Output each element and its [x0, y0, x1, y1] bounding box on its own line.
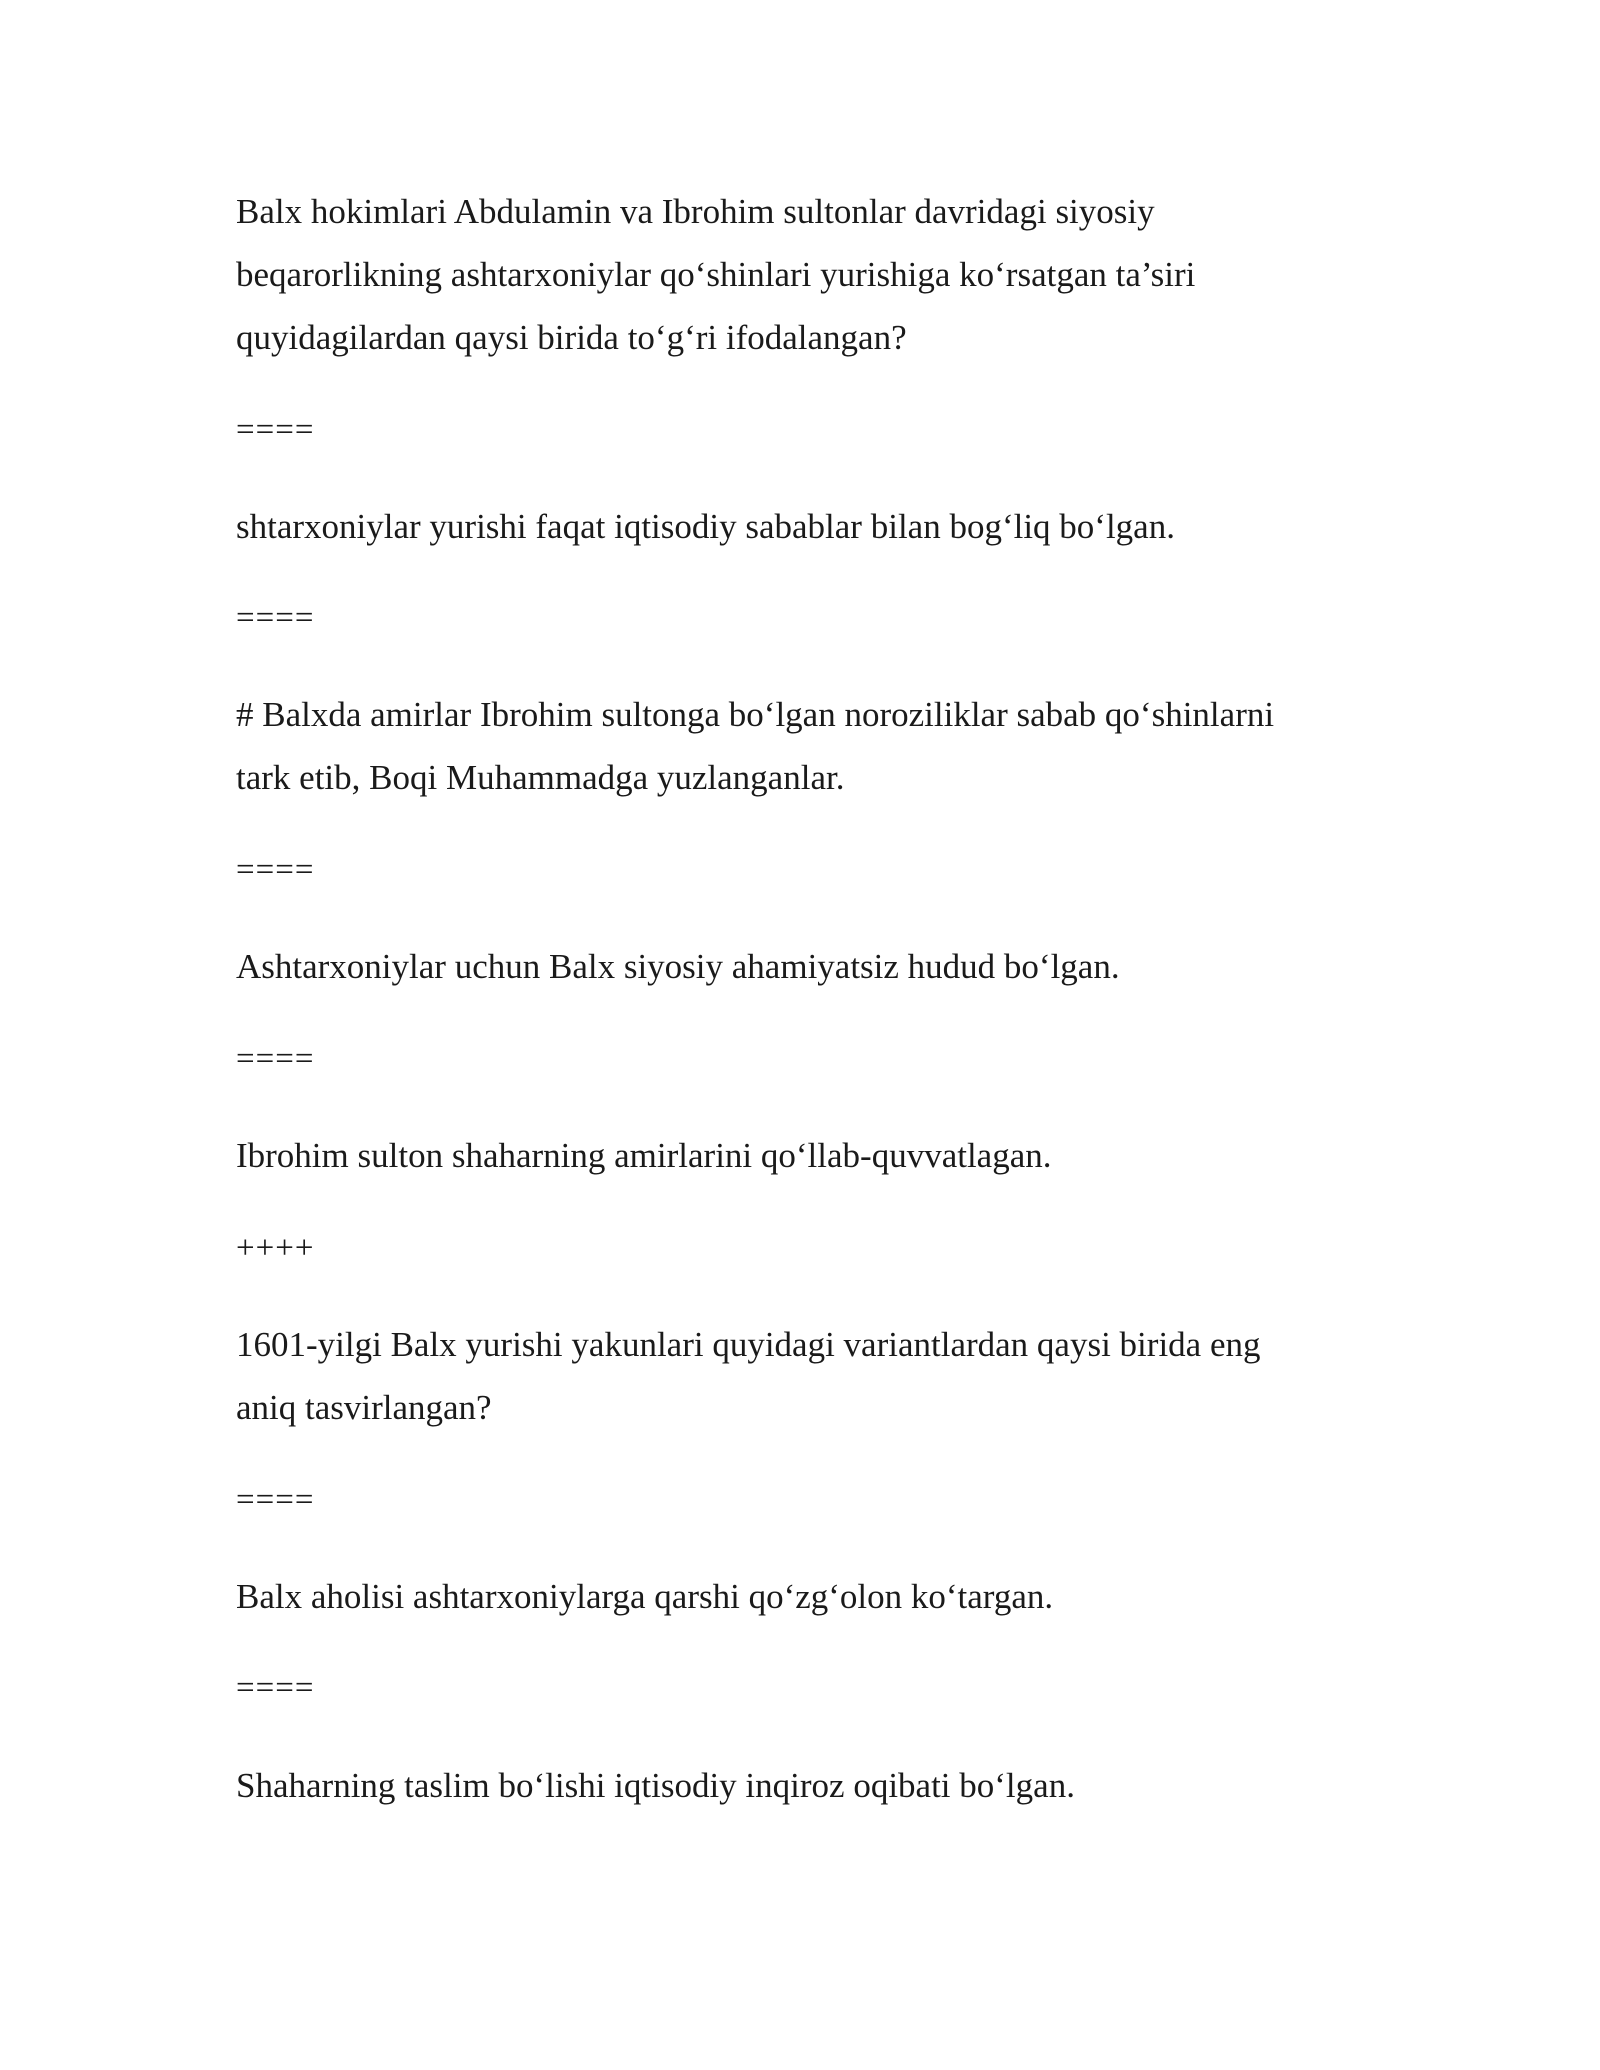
answer-option: Ashtarxoniylar uchun Balx siyosiy ahamiyatsiz hudud bo‘lgan.	[236, 947, 1120, 986]
question-separator: ++++	[236, 1230, 315, 1266]
question-1-line-3: quyidagilardan qaysi birida to‘g‘ri ifodalangan?	[236, 318, 907, 357]
separator: ====	[236, 600, 315, 636]
question-1-line-1: Balx hokimlari Abdulamin va Ibrohim sultonlar davridagi siyosiy	[236, 192, 1155, 231]
separator: ====	[236, 852, 315, 888]
separator: ====	[236, 412, 315, 448]
separator: ====	[236, 1670, 315, 1706]
answer-option: Shaharning taslim bo‘lishi iqtisodiy inqiroz oqibati bo‘lgan.	[236, 1766, 1075, 1805]
separator: ====	[236, 1482, 315, 1518]
answer-option: shtarxoniylar yurishi faqat iqtisodiy sabablar bilan bog‘liq bo‘lgan.	[236, 507, 1175, 546]
correct-answer-line-2: tark etib, Boqi Muhammadga yuzlanganlar.	[236, 758, 845, 797]
question-1-line-2: beqarorlikning ashtarxoniylar qo‘shinlari yurishiga ko‘rsatgan ta’siri	[236, 255, 1196, 294]
correct-answer-line-1: # Balxda amirlar Ibrohim sultonga bo‘lgan noroziliklar sabab qo‘shinlarni	[236, 695, 1275, 734]
answer-option: Ibrohim sulton shaharning amirlarini qo‘llab-quvvatlagan.	[236, 1136, 1052, 1175]
question-2-line-1: 1601-yilgi Balx yurishi yakunlari quyidagi variantlardan qaysi birida eng	[236, 1325, 1261, 1364]
answer-option: Balx aholisi ashtarxoniylarga qarshi qo‘zg‘olon ko‘targan.	[236, 1577, 1054, 1616]
question-2-line-2: aniq tasvirlangan?	[236, 1388, 492, 1427]
separator: ====	[236, 1041, 315, 1077]
